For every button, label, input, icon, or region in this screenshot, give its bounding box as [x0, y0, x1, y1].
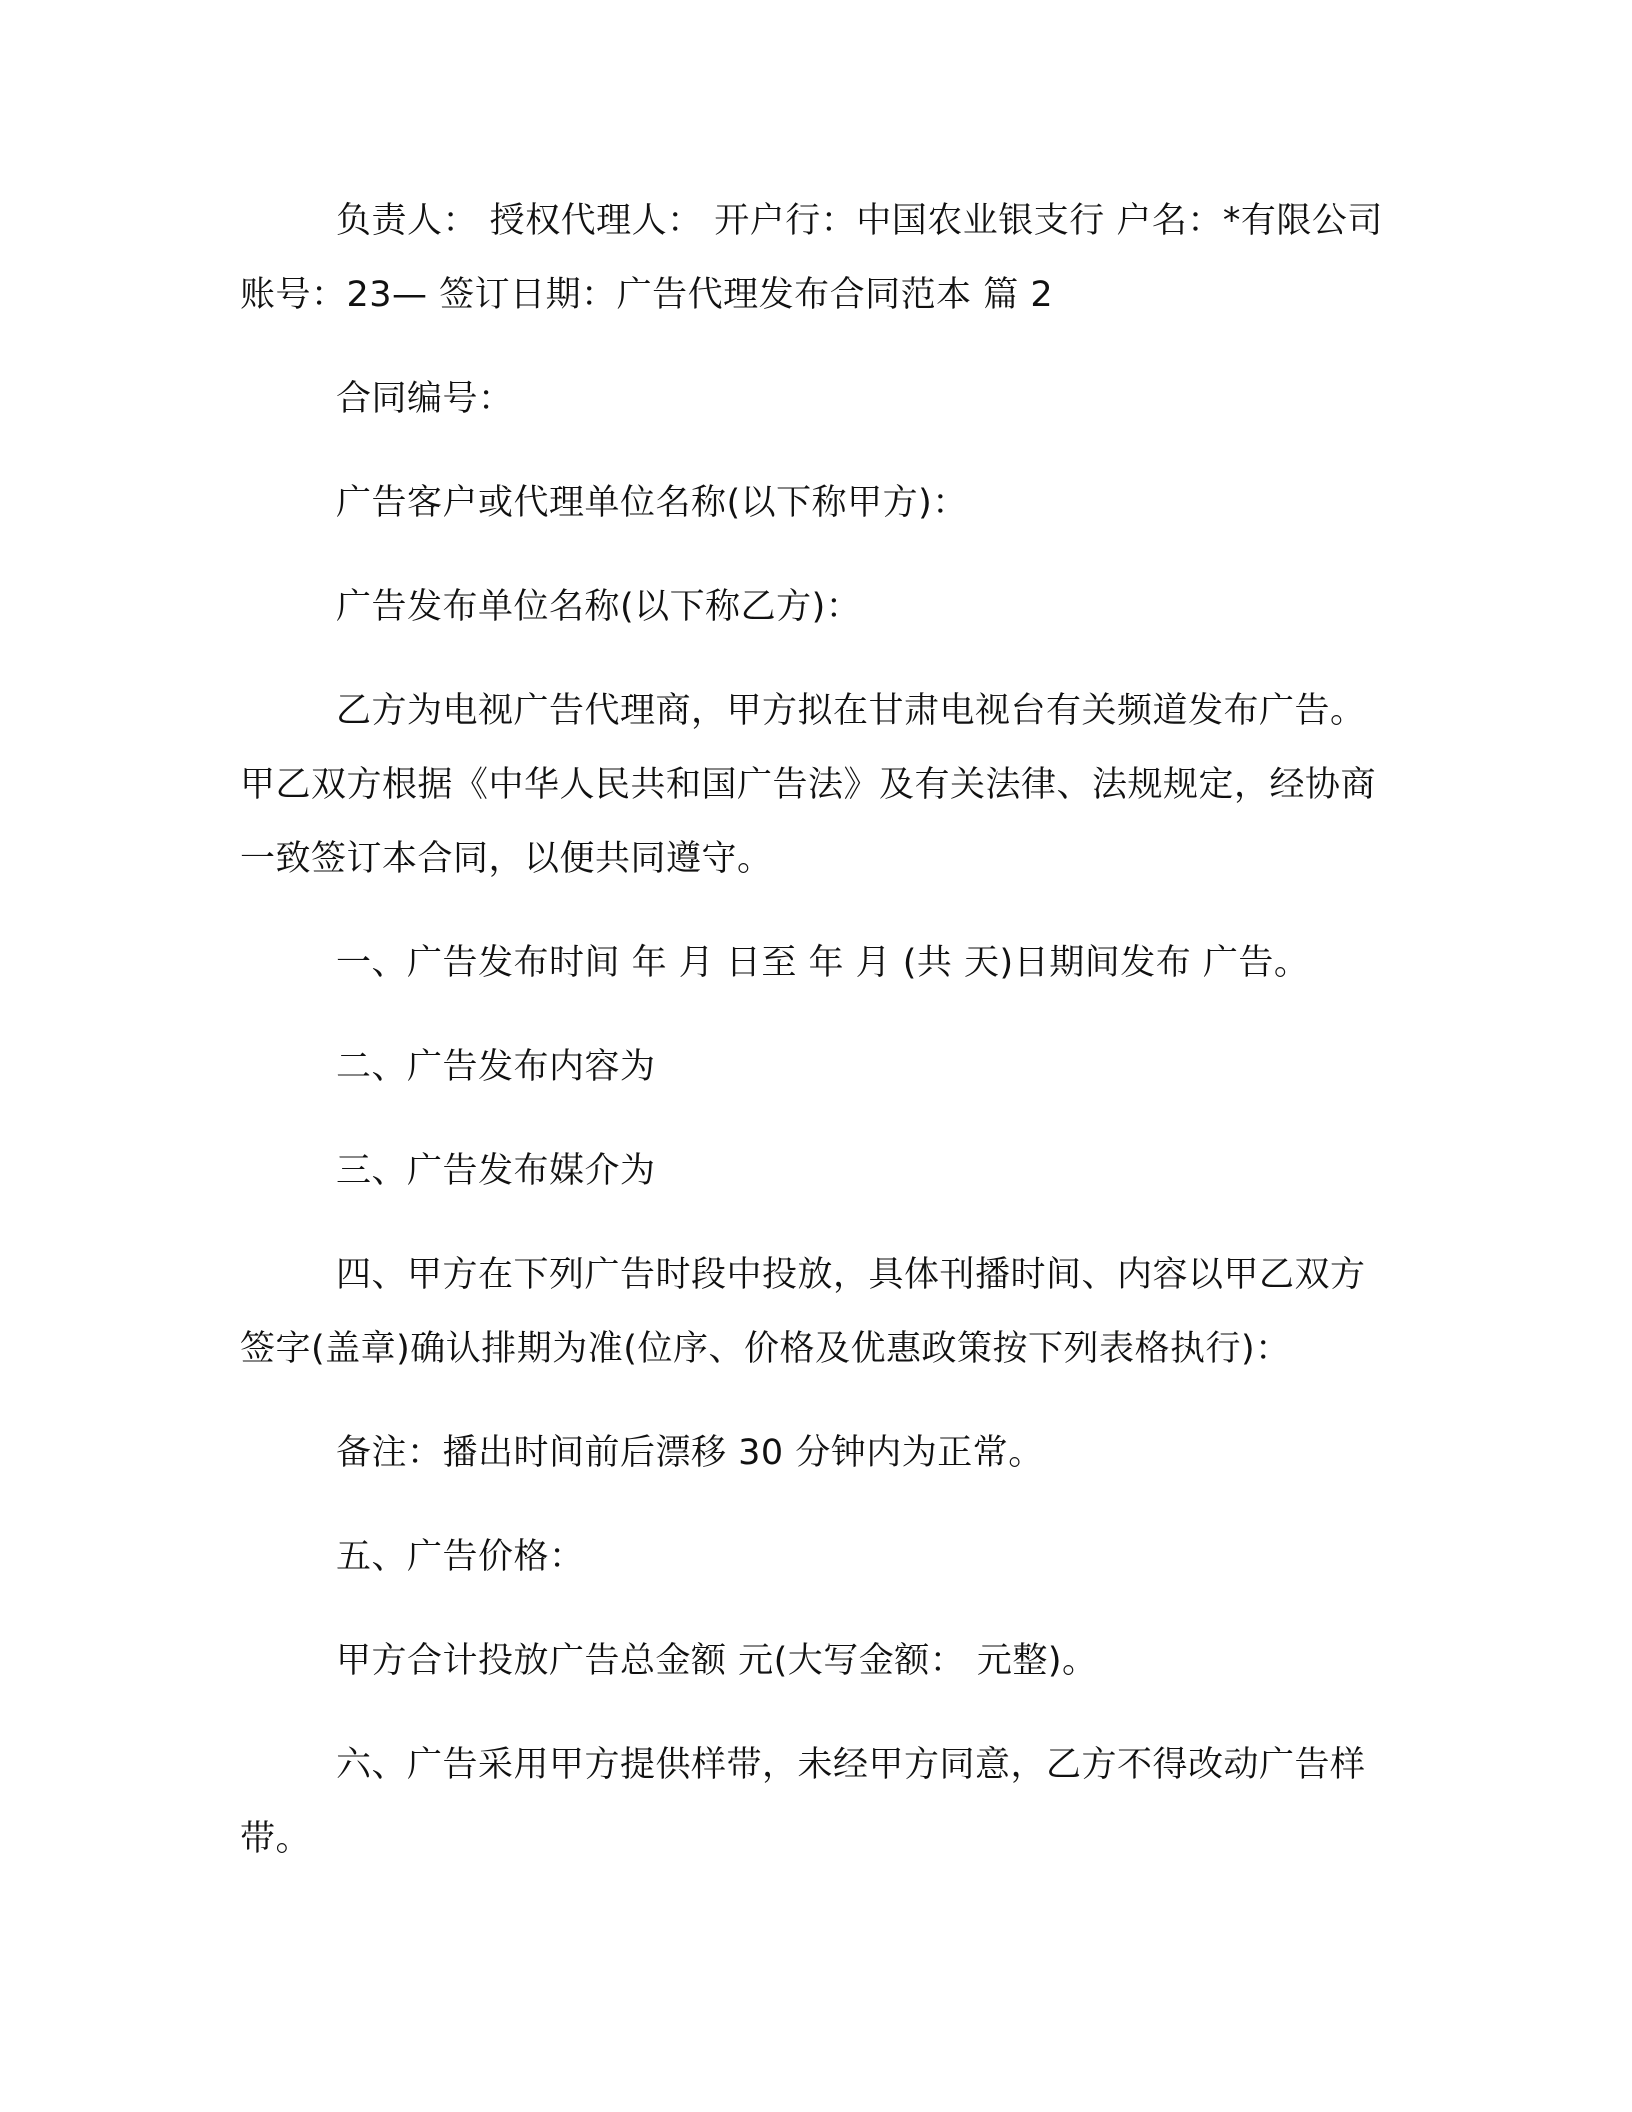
paragraph-clause-4: 四、甲方在下列广告时段中投放，具体刊播时间、内容以甲乙双方签字(盖章)确认排期为准(位序、价格及优惠政策按下列表格执行)： [240, 1255, 1366, 1369]
paragraph-clause-3: 三、广告发布媒介为 [336, 1151, 656, 1191]
paragraph-preamble: 乙方为电视广告代理商，甲方拟在甘肃电视台有关频道发布广告。甲乙双方根据《中华人民共和国广告法》及有关法律、法规规定，经协商一致签订本合同，以便共同遵守。 [240, 691, 1377, 879]
paragraph-clause-1: 一、广告发布时间 年 月 日至 年 月 (共 天)日期间发布 广告。 [336, 943, 1310, 983]
document-body [240, 184, 1390, 1876]
paragraph-remark: 备注：播出时间前后漂移 30 分钟内为正常。 [336, 1433, 1044, 1473]
paragraph-clause-2: 二、广告发布内容为 [336, 1047, 656, 1087]
paragraph-contract-number: 合同编号： [336, 379, 514, 419]
paragraph-contract-signatories: 负责人： 授权代理人： 开户行：中国农业银支行 户名：*有限公司 账号：23— 签订日期：广告代理发布合同范本 篇 2 [240, 201, 1383, 315]
paragraph-party-b: 广告发布单位名称(以下称乙方)： [336, 587, 862, 627]
paragraph-total-amount: 甲方合计投放广告总金额 元(大写金额： 元整)。 [336, 1641, 1098, 1681]
paragraph-party-a: 广告客户或代理单位名称(以下称甲方)： [336, 483, 968, 523]
paragraph-clause-6: 六、广告采用甲方提供样带，未经甲方同意，乙方不得改动广告样带。 [240, 1745, 1366, 1859]
paragraph-clause-5: 五、广告价格： [336, 1537, 585, 1577]
